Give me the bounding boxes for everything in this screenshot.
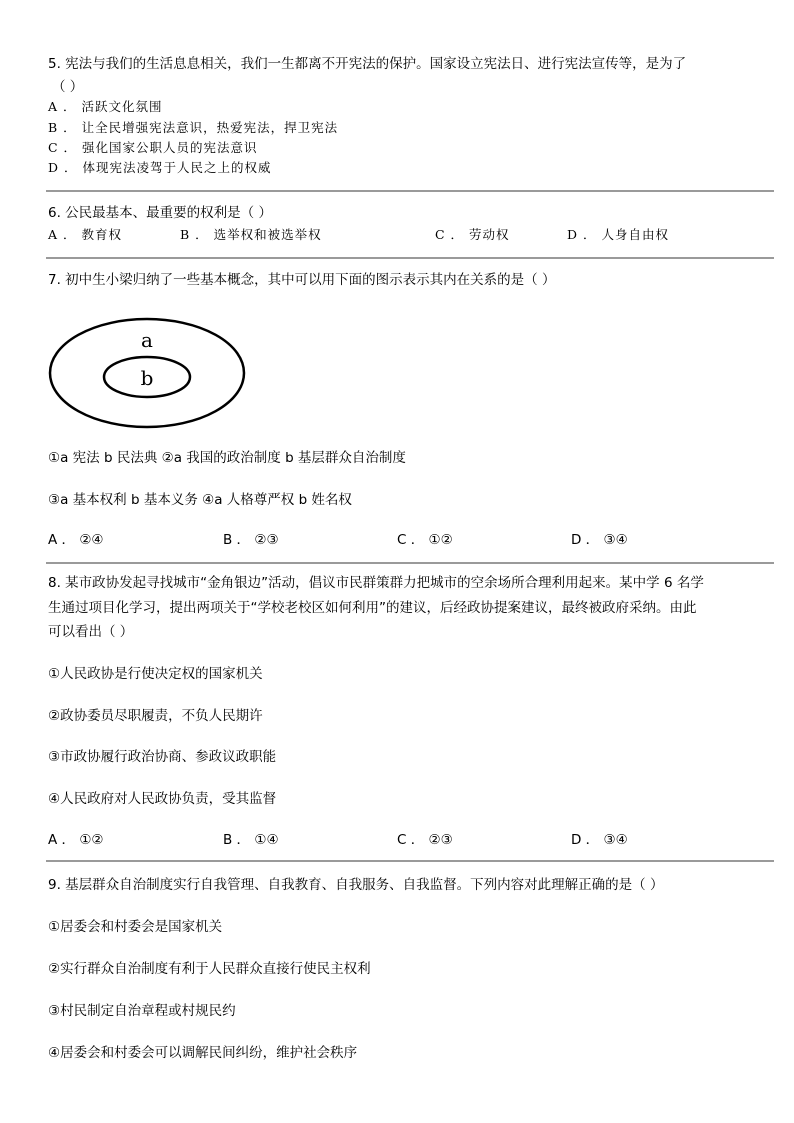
- q5-option-a: A ． 活跃文化氛围: [48, 99, 163, 114]
- q7-stem: 7. 初中生小梁归纳了一些基本概念，其中可以用下面的图示表示其内在关系的是（ ）: [48, 272, 556, 288]
- q5-option-c: C ． 强化国家公职人员的宪法意识: [48, 140, 258, 155]
- divider: [46, 860, 774, 862]
- divider: [46, 190, 774, 192]
- q8-option-c: C ． ②③: [397, 832, 453, 848]
- q5-stem: 5. 宪法与我们的生活息息相关，我们一生都离不开宪法的保护。国家设立宪法日、进行宪法宣传等，是为了: [48, 56, 687, 72]
- q9-statement-3: ③村民制定自治章程或村规民约: [48, 1003, 236, 1019]
- q7-option-a: A ． ②④: [48, 532, 104, 548]
- outer-label: a: [141, 328, 153, 352]
- q9-statement-2: ②实行群众自治制度有利于人民群众直接行使民主权利: [48, 961, 371, 977]
- q5-answer-paren: （ ）: [52, 79, 84, 95]
- q8-statement-3: ③市政协履行政治协商、参政议政职能: [48, 749, 277, 765]
- q8-stem-line3: 可以看出（ ）: [48, 624, 134, 640]
- divider: [46, 562, 774, 564]
- q8-option-b: B ． ①④: [223, 832, 279, 848]
- q6-stem: 6. 公民最基本、最重要的权利是（ ）: [48, 205, 272, 221]
- q8-stem-line1: 8. 某市政协发起寻找城市“金角银边”活动，倡议市民群策群力把城市的空余场所合理利用起来。某中学 6 名学: [48, 575, 704, 591]
- q7-option-d: D ． ③④: [571, 532, 628, 548]
- q8-option-d: D ． ③④: [571, 832, 628, 848]
- q6-option-c: C ． 劳动权: [435, 227, 510, 242]
- nested-sets-diagram: [48, 316, 248, 430]
- q6-option-d: D ． 人身自由权: [567, 227, 669, 242]
- q9-statement-1: ①居委会和村委会是国家机关: [48, 919, 223, 935]
- q7-statement-line2: ③a 基本权利 b 基本义务 ④a 人格尊严权 b 姓名权: [48, 492, 352, 508]
- q7-option-b: B ． ②③: [223, 532, 279, 548]
- q7-statement-line1: ①a 宪法 b 民法典 ②a 我国的政治制度 b 基层群众自治制度: [48, 450, 406, 466]
- q7-option-c: C ． ①②: [397, 532, 453, 548]
- q9-statement-4: ④居委会和村委会可以调解民间纠纷，维护社会秩序: [48, 1045, 358, 1061]
- q8-option-a: A ． ①②: [48, 832, 104, 848]
- q5-option-b: B ． 让全民增强宪法意识，热爱宪法，捍卫宪法: [48, 120, 339, 135]
- q8-statement-4: ④人民政府对人民政协负责，受其监督: [48, 791, 277, 807]
- q9-stem: 9. 基层群众自治制度实行自我管理、自我教育、自我服务、自我监督。下列内容对此理解正确的是（ ）: [48, 877, 664, 893]
- q6-option-a: A ． 教育权: [48, 227, 122, 242]
- q8-statement-1: ①人民政协是行使决定权的国家机关: [48, 666, 263, 682]
- q8-statement-2: ②政协委员尽职履责，不负人民期许: [48, 708, 263, 724]
- divider: [46, 257, 774, 259]
- q5-option-d: D ． 体现宪法凌驾于人民之上的权威: [48, 160, 272, 175]
- q6-option-b: B ． 选举权和被选举权: [180, 227, 322, 242]
- inner-label: b: [140, 366, 154, 390]
- q8-stem-line2: 生通过项目化学习，提出两项关于“学校老校区如何利用”的建议，后经政协提案建议，最终被政府采纳。由此: [48, 600, 697, 616]
